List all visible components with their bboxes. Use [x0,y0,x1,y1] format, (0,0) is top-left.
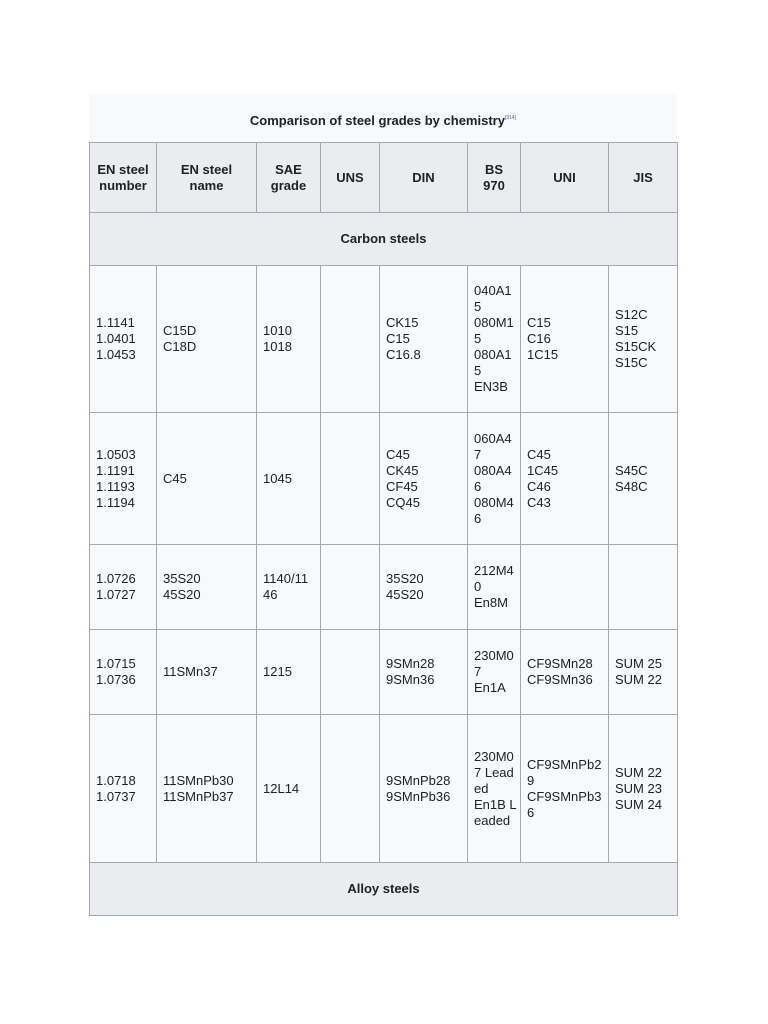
table-row [90,545,678,630]
cell-value: 1.0727 [96,587,136,602]
column-header-din: DIN [380,143,468,213]
cell-jis [609,715,678,863]
cell-value: CK15 [386,315,419,330]
cell-bs970 [468,545,521,630]
cell-value: C43 [527,494,551,510]
cell-value: 1.0736 [96,672,136,687]
cell-value: En1B Leaded [474,796,517,828]
cell-value: C45 [527,446,551,462]
cell-en-name [157,630,257,715]
column-header-en-number: EN steel number [90,143,157,213]
cell-bs970 [468,715,521,863]
cell-din [380,413,468,545]
cell-uni [521,266,609,413]
section-heading-carbon: Carbon steels [90,213,678,266]
cell-en-name [157,266,257,413]
cell-value: 45S20 [386,587,424,602]
cell-value: 1.0715 [96,656,136,671]
cell-value: En1A [474,680,506,695]
cell-value: 35S20 [386,571,424,586]
cell-value: C45 [386,446,410,462]
cell-din [380,266,468,413]
cell-value: 1.1141 [96,315,135,330]
cell-value: 35S20 [163,571,201,586]
cell-jis [609,266,678,413]
cell-uns [321,630,380,715]
cell-sae-grade [257,630,321,715]
cell-value: CF9SMnPb29 [527,756,602,788]
cell-en-number [90,266,157,413]
cell-uns [321,545,380,630]
cell-value: SUM 24 [615,796,662,812]
cell-din [380,545,468,630]
cell-value: 1018 [263,339,292,354]
cell-value: 1.0718 [96,772,136,788]
cell-value: SUM 25 [615,656,662,671]
cell-bs970 [468,630,521,715]
table-row [90,413,678,545]
cell-value: C15 [386,331,410,346]
cell-value: 1.1191 [96,462,135,478]
column-header-en-name: EN steel name [157,143,257,213]
cell-value: 1.0737 [96,788,136,804]
cell-value: 060A47 [474,430,512,462]
table-caption [89,94,677,142]
cell-value: 1C15 [527,347,559,362]
cell-uni [521,715,609,863]
column-header-jis: JIS [609,143,678,213]
cell-value: 1.0726 [96,571,136,586]
cell-jis [609,630,678,715]
cell-value: CF9SMnPb36 [527,788,602,820]
cell-uns [321,413,380,545]
cell-value: En8M [474,595,508,610]
cell-value: CQ45 [386,494,420,510]
cell-value: CF9SMn28 [527,656,593,671]
cell-en-number [90,545,157,630]
cell-value: SUM 22 [615,672,662,687]
cell-value: 11SMn37 [163,664,218,679]
cell-value: 1.0503 [96,446,136,462]
cell-uni [521,413,609,545]
cell-value: 1215 [263,664,292,679]
header-row [90,143,678,213]
cell-value: S15 [615,323,639,338]
cell-en-name [157,413,257,545]
citation-link[interactable]: [314] [504,115,517,121]
section-heading-alloy: Alloy steels [90,863,678,916]
cell-value: 1045 [263,470,292,486]
column-header-sae-grade: SAE grade [257,143,321,213]
cell-value: 080M15 [474,315,514,346]
column-header-bs970: BS 970 [468,143,521,213]
cell-sae-grade [257,413,321,545]
table-row [90,715,678,863]
cell-value: C46 [527,478,551,494]
column-header-uns: UNS [321,143,380,213]
cell-value: 230M07 [474,648,514,679]
cell-value: C15D [163,323,197,338]
cell-en-name [157,715,257,863]
steel-grades-table [89,142,678,916]
cell-value: 9SMn28 [386,656,435,671]
cell-value: 1140/1146 [263,571,309,602]
table-body [90,213,678,916]
cell-value: 1.0453 [96,347,136,362]
cell-value: CF9SMn36 [527,672,593,687]
cell-bs970 [468,413,521,545]
cell-en-number [90,630,157,715]
section-row-alloy [90,863,678,916]
cell-value: 9SMnPb28 [386,772,451,788]
cell-en-number [90,413,157,545]
cell-value: 1.0401 [96,331,136,346]
cell-value: CF45 [386,478,418,494]
cell-uns [321,715,380,863]
cell-value: 1C45 [527,462,559,478]
cell-value: C16.8 [386,347,421,362]
cell-value: CK45 [386,462,419,478]
cell-value: 1.1194 [96,494,135,510]
cell-value: EN3B [474,379,508,394]
cell-value: SUM 22 [615,764,662,780]
cell-value: 212M40 [474,563,514,594]
cell-en-name [157,545,257,630]
cell-en-number [90,715,157,863]
cell-value: 080A46 [474,462,512,494]
cell-bs970 [468,266,521,413]
cell-uni [521,630,609,715]
cell-value: 040A15 [474,283,512,314]
cell-value: C45 [163,470,187,486]
table-row [90,630,678,715]
cell-value: 11SMnPb30 [163,772,234,788]
cell-value: 1.1193 [96,478,135,494]
cell-value: 1010 [263,323,292,338]
cell-value: 12L14 [263,780,300,796]
cell-sae-grade [257,266,321,413]
steel-grades-table-wrapper [89,94,677,916]
table-caption-text: Comparison of steel grades by chemistry [249,113,505,128]
cell-value: S15CK [615,339,657,354]
cell-value: 9SMn36 [386,672,435,687]
cell-sae-grade [257,545,321,630]
cell-value: SUM 23 [615,780,662,796]
cell-value: C18D [163,339,197,354]
cell-uni [521,545,609,630]
cell-value: 45S20 [163,587,201,602]
cell-din [380,630,468,715]
cell-jis [609,545,678,630]
cell-value: S45C [615,462,648,478]
cell-value: C16 [527,331,551,346]
cell-value: 9SMnPb36 [386,788,451,804]
cell-value: S12C [615,307,648,322]
cell-sae-grade [257,715,321,863]
cell-value: 230M07 Leaded [474,748,514,796]
section-row-carbon [90,213,678,266]
cell-value: 080A15 [474,347,512,378]
cell-value: S48C [615,478,648,494]
cell-uns [321,266,380,413]
cell-value: 11SMnPb37 [163,788,234,804]
cell-value: C15 [527,315,551,330]
table-row [90,266,678,413]
cell-value: S15C [615,355,648,370]
cell-value: 080M46 [474,494,514,526]
cell-jis [609,413,678,545]
column-header-uni: UNI [521,143,609,213]
cell-din [380,715,468,863]
